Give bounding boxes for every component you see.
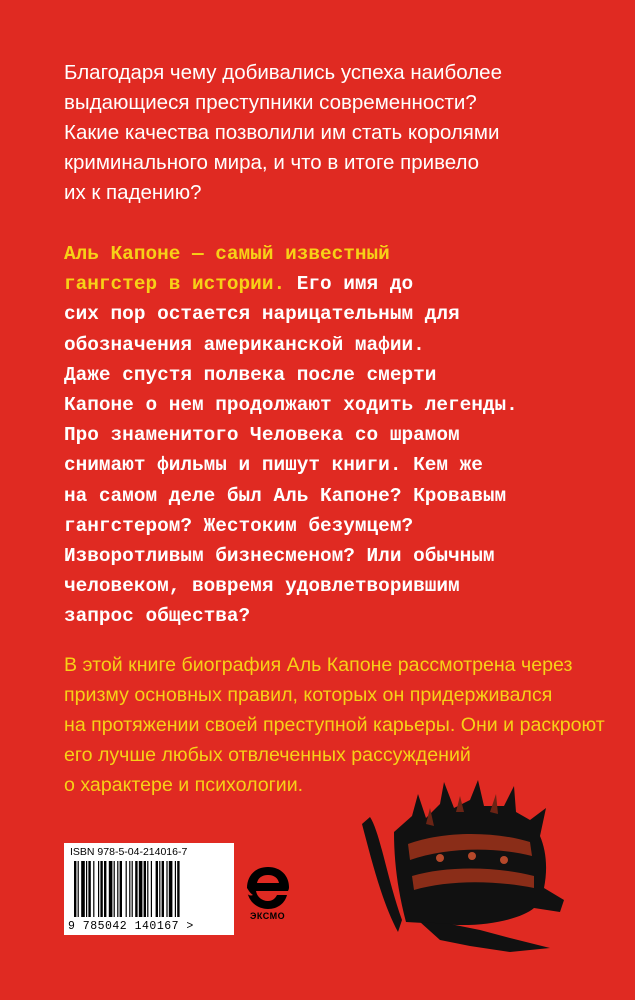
mono-line: человеком, вовремя удовлетворившим <box>64 575 460 598</box>
barcode-bar <box>74 861 76 917</box>
intro-line: Благодаря чему добивались успеха наиболее <box>64 61 502 84</box>
barcode-bar <box>159 861 160 917</box>
barcode-bar <box>93 861 94 917</box>
mono-line: Про знаменитого Человека со шрамом <box>64 424 460 447</box>
intro-line: криминального мира, и что в итоге привело <box>64 151 480 174</box>
barcode-bar <box>86 861 87 917</box>
barcode-bar <box>162 861 164 917</box>
intro-line: их к падению? <box>64 181 202 204</box>
mono-inline-highlight: гангстер в истории. <box>64 273 286 296</box>
barcode-bar <box>135 861 137 917</box>
barcode-digits: 9 785042 140167 > <box>68 920 194 933</box>
bullet-crown-icon <box>360 772 590 972</box>
barcode-bar <box>104 861 106 917</box>
mono-line: сих пор остается нарицательным для <box>64 303 460 326</box>
barcode-bar <box>81 861 85 917</box>
barcode-bar <box>147 861 148 917</box>
mono-line-highlight: Аль Капоне — самый известный <box>64 243 390 265</box>
intro-line: Какие качества позволили им стать королями <box>64 121 500 144</box>
typewriter-paragraph <box>64 239 624 632</box>
mono-line: снимают фильмы и пишут книги. Кем же <box>64 454 483 477</box>
intro-paragraph <box>64 58 584 208</box>
outro-line: на протяжении своей преступной карьеры. Они и раскроют <box>64 714 605 736</box>
outro-line: В этой книге биография Аль Капоне рассмотрена через <box>64 654 573 676</box>
mono-line: гангстером? Жестоким безумцем? <box>64 514 414 537</box>
barcode-bar <box>151 861 152 917</box>
intro-line: выдающиеся преступники современности? <box>64 91 477 114</box>
mono-line-mixed <box>64 269 624 299</box>
barcode-bar <box>109 861 113 917</box>
barcode-bar <box>175 861 176 917</box>
barcode-bar <box>114 861 115 917</box>
isbn-text: ISBN 978-5-04-214016-7 <box>70 846 188 858</box>
mono-inline-rest: Его имя до <box>285 273 414 296</box>
mono-line: Изворотливым бизнесменом? Или обычным <box>64 545 495 568</box>
barcode-bar <box>126 861 127 917</box>
barcode-bar <box>177 861 179 917</box>
barcode-bar <box>117 861 118 917</box>
barcode-bar <box>98 861 99 917</box>
barcode-bar <box>129 861 130 917</box>
mono-line: на самом деле был Аль Капоне? Кровавым <box>64 484 507 507</box>
mono-line: запрос общества? <box>64 605 251 628</box>
barcode-bar <box>78 861 79 917</box>
barcode-image <box>72 861 226 919</box>
outro-line: его лучше любых отвлеченных рассуждений <box>64 744 471 766</box>
barcode-panel <box>64 843 234 935</box>
barcode-bar <box>169 861 173 917</box>
barcode-bar <box>100 861 102 917</box>
outro-line: призму основных правил, которых он придерживался <box>64 684 553 706</box>
barcode-bar <box>139 861 143 917</box>
publisher-name: ЭКСМО <box>250 911 286 921</box>
mono-line: Капоне о нем продолжают ходить легенды. <box>64 394 518 417</box>
barcode-bar <box>88 861 90 917</box>
mono-line: Даже спустя полвека после смерти <box>64 363 437 386</box>
barcode-bar <box>156 861 158 917</box>
barcode-bar <box>166 861 167 917</box>
mono-line: обозначения американской мафии. <box>64 333 425 356</box>
barcode-bar <box>144 861 146 917</box>
barcode-bar <box>132 861 133 917</box>
barcode-bar <box>120 861 122 917</box>
outro-line: о характере и психологии. <box>64 774 304 796</box>
